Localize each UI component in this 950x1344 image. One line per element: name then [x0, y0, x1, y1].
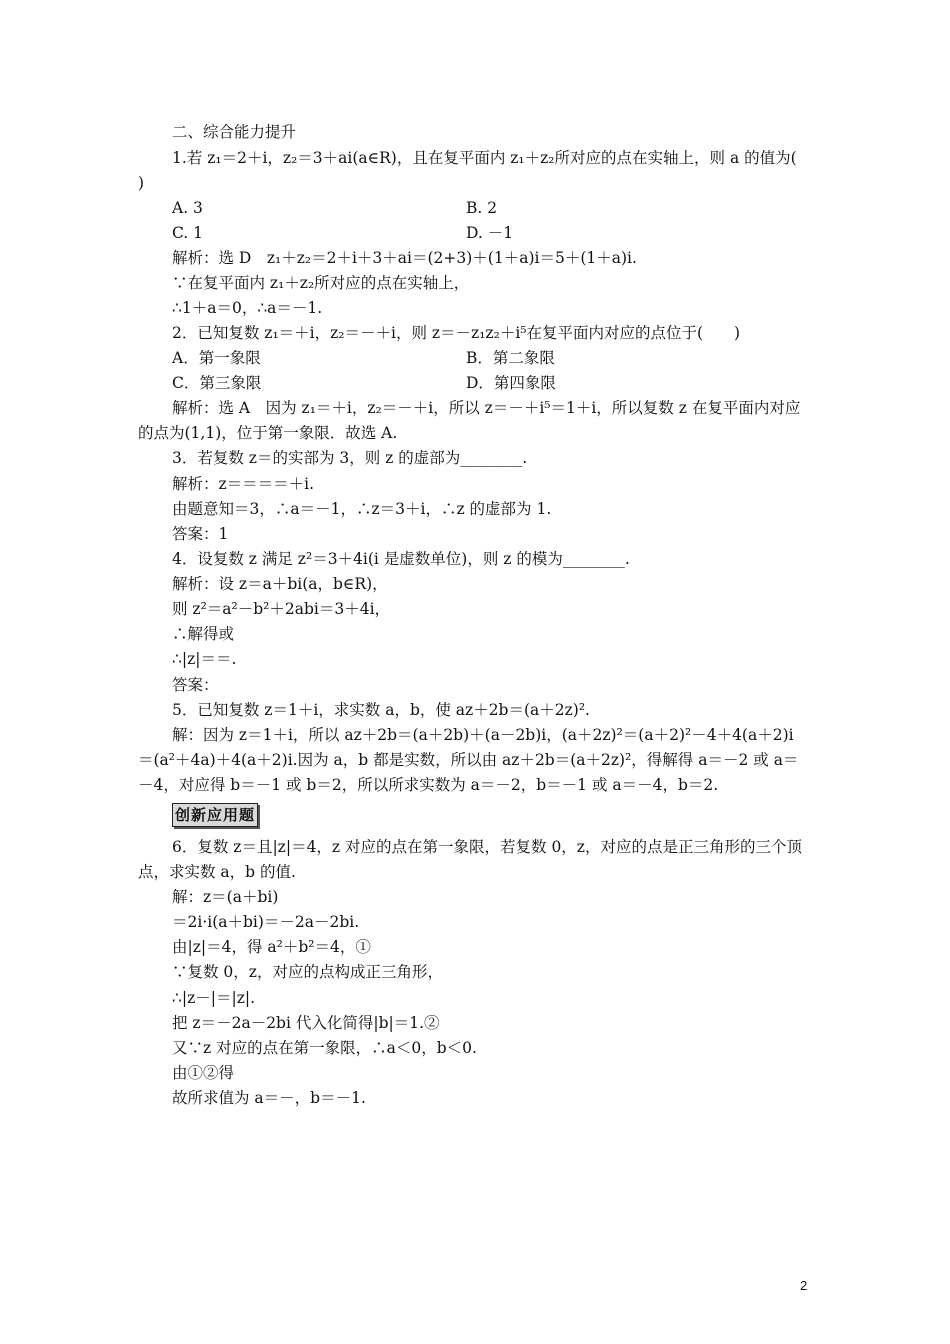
q4-analysis-line: ∴|z|＝＝.: [172, 650, 237, 668]
q6-solution-line: ＝2i·i(a＋bi)＝－2a－2bi.: [172, 913, 360, 931]
q3-answer: 答案：1: [172, 525, 229, 543]
q4-analysis-line: 则 z²＝a²－b²＋2abi＝3＋4i，: [172, 600, 391, 618]
q1-analysis-line: ∵在复平面内 z₁＋z₂所对应的点在实轴上，: [172, 274, 470, 292]
q1-analysis-line: 解析：选 D z₁＋z₂＝2＋i＋3＋ai＝(2+3)＋(1＋a)i＝5＋(1＋a)i.: [172, 249, 637, 267]
q1-stem-line1: 1.若 z₁＝2＋i，z₂＝3＋ai(a∈R)，且在复平面内 z₁＋z₂所对应的点在实轴上，则 a 的值为(: [172, 149, 797, 167]
q6-solution-line: 故所求值为 a＝－，b＝－1.: [172, 1089, 366, 1107]
q6-solution-line: 把 z＝－2a－2bi 代入化简得|b|＝1.②: [172, 1014, 440, 1032]
q4-analysis-line: 解析：设 z＝a＋bi(a，b∈R)，: [172, 575, 388, 593]
q5-stem: 5．已知复数 z＝1＋i，求实数 a，b，使 az＋2b＝(a＋2z)².: [172, 701, 590, 719]
section-title: 二、综合能力提升: [172, 123, 297, 141]
q1-analysis-line: ∴1＋a＝0，∴a＝－1.: [172, 299, 323, 317]
q6-stem-line1: 6．复数 z＝且|z|＝4，z 对应的点在第一象限，若复数 0，z，对应的点是正三角形的三个顶: [172, 838, 802, 856]
q6-stem-line2: 点，求实数 a，b 的值.: [138, 863, 296, 881]
page-number: 2: [800, 1278, 808, 1293]
q5-solution-line: 解：因为 z＝1＋i，所以 az＋2b＝(a＋2b)＋(a－2b)i，(a＋2z)²＝(a＋2)²－4＋4(a＋2)i: [172, 726, 794, 744]
q6-solution-line: 又∵z 对应的点在第一象限，∴a＜0，b＜0.: [172, 1039, 477, 1057]
q1-option-d: D. －1: [466, 224, 514, 242]
q6-solution-line: ∴|z－|＝|z|.: [172, 989, 256, 1007]
q2-option-c: C．第三象限: [172, 374, 262, 392]
q2-stem: 2．已知复数 z₁＝＋i，z₂＝－＋i，则 z＝－z₁z₂＋i⁵在复平面内对应的点位于( ): [172, 324, 741, 342]
q2-analysis-line: 解析：选 A 因为 z₁＝＋i，z₂＝－＋i，所以 z＝－＋i⁵＝1＋i，所以复数 z 在复平面内对应: [172, 399, 801, 417]
q1-stem-line2: ): [138, 174, 145, 192]
section-badge: 创新应用题: [172, 803, 258, 827]
q1-option-b: B. 2: [466, 199, 498, 217]
q5-solution-line: ＝(a²＋4a)＋4(a＋2)i.因为 a，b 都是实数，所以由 az＋2b＝(a＋2z)²，得解得 a＝－2 或 a＝: [138, 751, 799, 769]
q3-analysis-line: 解析：z＝＝＝＝＋i.: [172, 475, 315, 493]
q4-answer: 答案：: [172, 676, 219, 694]
q4-stem: 4．设复数 z 满足 z²＝3＋4i(i 是虚数单位)，则 z 的模为________.: [172, 550, 630, 568]
q6-solution-line: 解：z＝(a＋bi): [172, 888, 279, 906]
q1-option-c: C. 1: [172, 224, 204, 242]
q6-solution-line: ∵复数 0，z，对应的点构成正三角形，: [172, 963, 443, 981]
q3-stem: 3．若复数 z＝的实部为 3，则 z 的虚部为________.: [172, 449, 528, 467]
q6-solution-line: 由|z|＝4，得 a²＋b²＝4，①: [172, 938, 371, 956]
q2-analysis-line: 的点为(1,1)，位于第一象限．故选 A.: [138, 424, 398, 442]
q2-option-d: D．第四象限: [466, 374, 556, 392]
q2-option-b: B．第二象限: [466, 349, 555, 367]
q6-solution-line: 由①②得: [172, 1064, 235, 1082]
q4-analysis-line: ∴解得或: [172, 625, 235, 643]
q1-option-a: A. 3: [172, 199, 203, 217]
q3-analysis-line: 由题意知＝3，∴a＝－1，∴z＝3＋i，∴z 的虚部为 1.: [172, 500, 552, 518]
q2-option-a: A．第一象限: [172, 349, 261, 367]
q5-solution-line: －4，对应得 b＝－1 或 b＝2，所以所求实数为 a＝－2，b＝－1 或 a＝－4，b＝2.: [138, 776, 719, 794]
